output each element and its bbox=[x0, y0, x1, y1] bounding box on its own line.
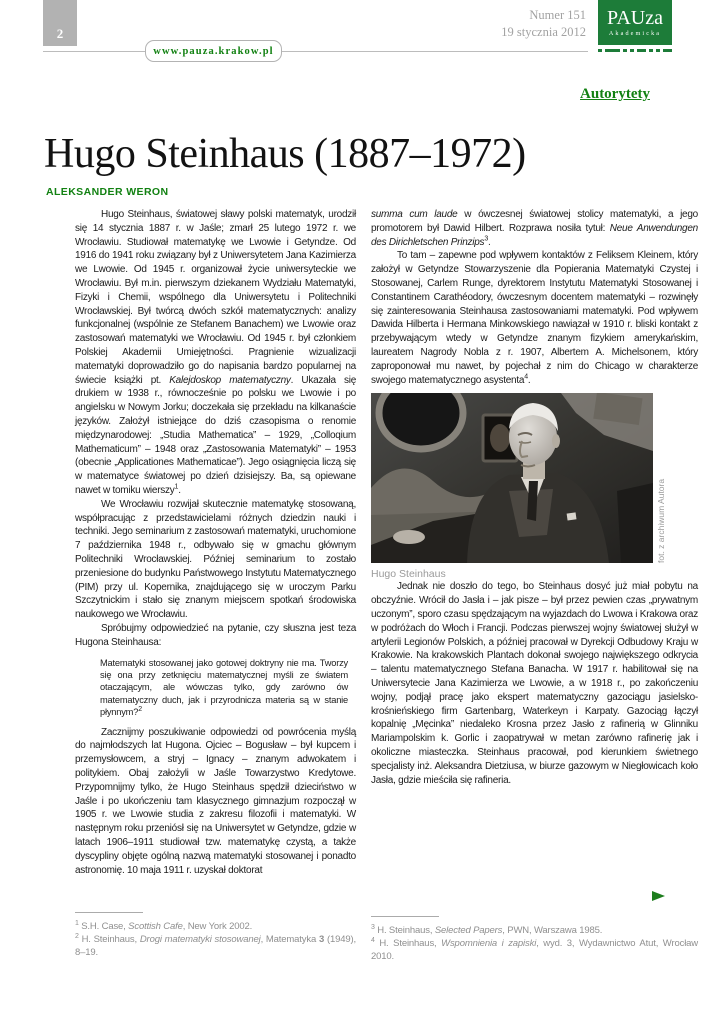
footnotes-left bbox=[75, 912, 356, 959]
text-segment: summa cum laude bbox=[371, 209, 458, 220]
paragraph bbox=[75, 622, 356, 650]
text-segment: (1949), 8–19. bbox=[75, 933, 356, 958]
footnote-ref: 3 bbox=[371, 923, 375, 931]
text-segment: . bbox=[178, 484, 181, 496]
issue-date: 19 stycznia 2012 bbox=[501, 24, 586, 39]
footnote-ref: 1 bbox=[75, 919, 79, 927]
paragraph bbox=[75, 498, 356, 622]
morse-dot bbox=[630, 49, 634, 52]
paragraph bbox=[371, 580, 698, 787]
morse-long bbox=[605, 49, 620, 52]
text-segment: To tam – zapewne pod wpływem kontaktów z Feliksem Kleinem, który założył w Getyndze Stowarzyszenie dla Popierania Matematyki Czystej i Stosowanej, Carlem Runge, dyrektorem Instytutu Matematyki Stosowanej i Constantinem Carathéodory, ówczesnym docentem matematyki – rozwinęły się zainteresowania Steinhausa zastosowaniami matematyki. Pod wpływem Dawida Hilberta i Hermana Minkowskiego nawiązał w 1910 r. bliski kontakt z przebywającym wtedy w Getyndze znanym fizykiem amerykańskim, laureatem Nagrody Nobla z r. 1907, Albertem A. Michelsonem, który zaproponował mu nawet, by pojechał z nim do Chicago w charakterze swojego matematycznego asystenta bbox=[371, 250, 698, 386]
site-url-box[interactable] bbox=[145, 40, 282, 62]
text-segment: Kalejdoskop matematyczny bbox=[169, 374, 291, 386]
steinhaus-photo bbox=[371, 393, 653, 563]
morse-dash bbox=[663, 49, 672, 52]
text-segment: , Matematyka bbox=[260, 933, 319, 945]
text-segment: Jednak nie doszło do tego, bo Steinhaus dosyć już miał pobytu na obczyźnie. Wrócił do Jasła i – jak pisze – był przez pewien czas „prywatnym uczonym”, sporo czasu spędzającym na wyjazdach do Lwowa i Krakowa oraz w podróżach do Włoch i Francji. Podczas pierwszej wojny światowej służył w artylerii Legionów Polskich, a później pracował w Dyrekcji Odbudowy Kraju w Krakowie. Na krakowskich Plantach dokonał swojego największego odkrycia – talentu matematycznego Stefana Banacha. W 1917 r. habilitował się na Uniwersytecie Jana Kazimierza we Lwowie, a w 1918 r., po zakończeniu wojny, podjął pracę jako ekspert matematyczny gazociągu jasielsko-krośnieńskiego firm Gartenbarg, Waterkeyn i Karpaty. Gazociąg łączył kopalnię „Męcinka” niedaleko Krosna przez Jasło z rafinerią w Glinniku Mariampolskim k. Gorlic i zaopatrywał w metan zarówno rafinerię jak i okoliczne miasteczka. Steinhaus pracował, pod kierunkiem świetnego specjalisty inż. Aleksandra Dietziusa, w biurze gazowym w Niegłowicach koło Jasła, gdzie mieściła się rafineria. bbox=[371, 581, 698, 786]
footnote-list-left bbox=[75, 921, 356, 959]
text-segment: w ówczesnej światowej stolicy matematyki, a jego promotorem był Dawid Hilbert. Rozprawa nosiła tytuł: bbox=[371, 209, 698, 234]
logo-morse-line bbox=[598, 49, 672, 52]
footnote-list-right bbox=[371, 925, 698, 963]
text-segment: H. Steinhaus, bbox=[374, 925, 435, 936]
text-segment: Zacznijmy poszukiwanie odpowiedzi od powrócenia myślą do najmłodszych lat Hugona. Ojciec – Bogusław – był kupcem i przemysłowcem, a stryj – Ignacy – znanym adwokatem i politykiem. Obaj założyli w Jaśle Towarzystwo Kredytowe. Przypomnijmy tylko, że Hugo Steinhaus spędził dzieciństwo w Jaśle i po ukończeniu tam klasycznego gimnazjum rozpoczął w 1905 r. we Lwowie studia z zakresu filozofii i matematyki. W następnym roku przeniósł się na Uniwersytet w Getyndze, gdzie w latach 1906–1911 studiował tzw. matematykę czystą, a także dyscypliny objęte ogólną nazwą matematyki stosowanej i ponadto astronomię. 10 maja 1911 r. uzyskał doktorat bbox=[75, 726, 356, 876]
text-segment: Spróbujmy odpowiedzieć na pytanie, czy słuszna jest teza Hugona Steinhausa: bbox=[75, 622, 356, 648]
quote-block bbox=[100, 657, 348, 719]
text-segment: S.H. Case, bbox=[78, 921, 129, 932]
right-column-top bbox=[371, 208, 698, 387]
text-segment: , New York 2002. bbox=[182, 921, 253, 932]
text-segment: , PWN, Warszawa 1985. bbox=[502, 925, 603, 936]
text-segment: Hugo Steinhaus, światowej sławy polski matematyk, urodził się 14 stycznia 1887 r. w Jaśle; zmarł 25 lutego 1972 r. we Wrocławiu. Studiował matematykę we Lwowie i Getyndze. Od 1916 do 1941 roku związany był z Uniwersytetem Jana Kazimierza we Lwowie. Od 1945 r. organizował życie uniwersyteckie we Wrocławiu. Był m.in. pierwszym dziekanem Wydziału Matematyki, Fizyki i Chemii, wspólnego dla Uniwersytetu i Politechniki Wrocławskiej. Był twórcą dwóch szkół matematycznych: analizy funkcjonalnej (wspólnie ze Stefanem Banachem) we Lwowie oraz zastosowań matematyki we Wrocławiu. Od 1945 r. był członkiem Polskiej Akademii Umiejętności. Pragnienie wizualizacji matematyki doprowadziło go do napisania bardzo popularnej na świecie książki pt. bbox=[75, 209, 356, 386]
text-segment: We Wrocławiu rozwijał skutecznie matematykę stosowaną, współpracując z przedstawicielami różnych dziedzin nauki i techniki. Jego seminarium z zastosowań matematyki, uruchomione 7 października 1948 r., odbywało się w gmachu głównym Politechniki Wrocławskiej. Później seminarium to zostało przeniesione do budynku Państwowego Instytutu Matematycznego (PIM) przy ul. Kopernika, znajdującego się w uroczym Parku Szczytnickim i stało się znanym miejscem spotkań środowiska naukowego we Wrocławiu. bbox=[75, 498, 356, 621]
photo-caption: Hugo Steinhaus bbox=[371, 568, 446, 581]
logo-subtitle: Akademicka bbox=[608, 30, 662, 37]
photo-credit: fot. z archiwum Autora bbox=[656, 479, 666, 564]
morse-dot bbox=[656, 49, 660, 52]
text-segment: . bbox=[487, 236, 491, 248]
page-number-box bbox=[43, 0, 77, 46]
page-number: 2 bbox=[56, 26, 64, 41]
footnote-ref: 2 bbox=[138, 706, 142, 714]
article-title: Hugo Steinhaus (1887–1972) bbox=[44, 131, 526, 178]
footnote-divider bbox=[75, 912, 143, 913]
header-divider bbox=[43, 51, 588, 52]
pauza-logo bbox=[598, 0, 672, 45]
morse-dot bbox=[623, 49, 627, 52]
text-segment: , wyd. 3, Wydawnictwo Atut, Wrocław 2010. bbox=[371, 937, 699, 962]
issue-info bbox=[501, 7, 586, 40]
footnote bbox=[75, 921, 356, 934]
footnote-ref: 2 bbox=[75, 932, 79, 940]
section-link-autorytety[interactable]: Autorytety bbox=[580, 86, 650, 102]
issue-number: Numer 151 bbox=[529, 8, 586, 22]
footnote-ref: 1 bbox=[174, 483, 179, 491]
paragraph bbox=[371, 208, 698, 249]
text-segment: . bbox=[527, 374, 531, 386]
morse-dot bbox=[598, 49, 602, 52]
paragraph bbox=[75, 726, 356, 878]
footnote bbox=[371, 938, 698, 964]
left-column bbox=[75, 208, 356, 877]
footnote bbox=[75, 934, 356, 960]
logo-title: PAUza bbox=[607, 7, 663, 29]
text-segment: Selected Papers bbox=[434, 925, 503, 936]
text-segment: H. Steinhaus, bbox=[78, 933, 140, 945]
text-segment: Wspomnienia i zapiski bbox=[441, 937, 537, 949]
right-column-bottom bbox=[371, 580, 698, 787]
footnote-ref: 4 bbox=[524, 373, 528, 381]
footnotes-right bbox=[371, 916, 698, 963]
right-column bbox=[371, 208, 698, 787]
footnote-ref: 3 bbox=[484, 235, 488, 243]
morse-dash bbox=[637, 49, 646, 52]
text-segment: Drogi matematyki stosowanej bbox=[139, 933, 261, 945]
text-segment: Scottish Cafe bbox=[128, 921, 183, 932]
morse-dot bbox=[649, 49, 653, 52]
text-segment: H. Steinhaus, bbox=[374, 937, 442, 949]
text-segment: 3 bbox=[318, 933, 325, 945]
site-url-link[interactable]: www.pauza.krakow.pl bbox=[153, 45, 274, 57]
article-author: ALEKSANDER WERON bbox=[46, 186, 169, 198]
photo-block bbox=[371, 393, 666, 564]
text-segment: Matematyki stosowanej jako gotowej doktryny nie ma. Tworzy się ona przy zetknięciu matematycznej myśli ze światem otaczającym, ale wówczas tylko, gdy zarówno ów matematyczny duch, jak i przyrodnicza materia są w stanie płynnym? bbox=[100, 657, 348, 718]
footnote-ref: 4 bbox=[371, 936, 375, 944]
footnote-divider bbox=[371, 916, 439, 917]
text-segment: Neue Anwendungen des Dirichletschen Prinzips bbox=[371, 222, 698, 248]
continuation-arrow-icon bbox=[652, 891, 665, 901]
text-segment: . Ukazała się drukiem w 1938 r., równocześnie po polsku we Lwowie i po angielsku w Nowym Jorku; doczekała się przekładu na kilkanaście języków. Założył istniejące do dziś czasopisma o renomie międzynarodowej: „Studia Mathematica” – 1929, „Colloqium Mathematicum” – 1948 oraz „Zastosowania Matematyki” – 1953 (obecnie „Applicationes Mathematicae”). Jego osiągnięcia liczą się w matematyce światowej po dzień dzisiejszy. Ba, są opiewane nawet w tomiku wierszy bbox=[75, 374, 357, 496]
paragraph bbox=[371, 249, 698, 387]
paragraph bbox=[75, 208, 356, 498]
footnote bbox=[371, 925, 698, 938]
